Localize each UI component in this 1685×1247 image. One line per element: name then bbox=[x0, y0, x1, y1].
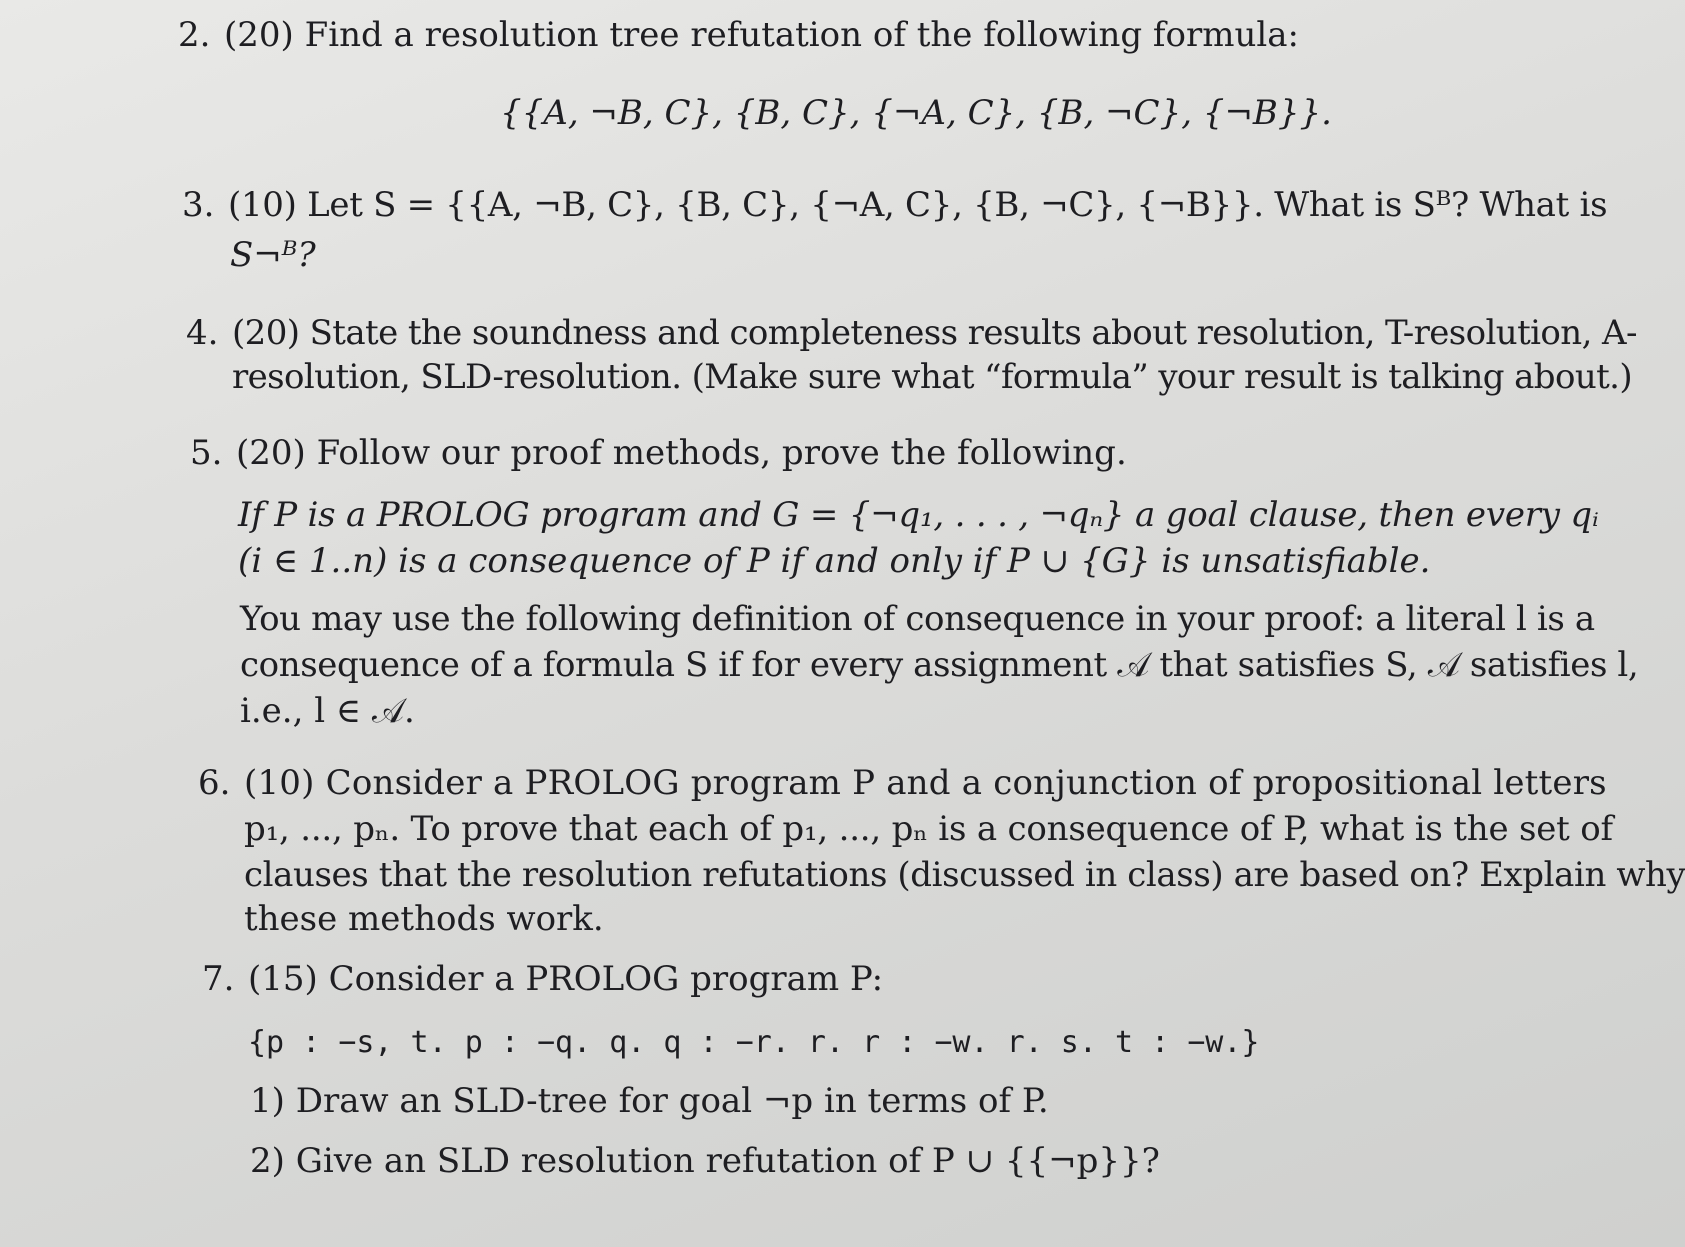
prolog-program: {p : −s, t. p : −q. q. q : −r. r. r : −w. r. s. t : −w.} bbox=[248, 1025, 1260, 1060]
theorem-statement-line: (i ∈ 1..n) is a consequence of P if and only if P ∪ {G} is unsatisfiable. bbox=[238, 541, 1431, 581]
problem-text-line: (10) Consider a PROLOG program P and a conjunction of propositional letters bbox=[244, 763, 1607, 803]
problem-number: 7. bbox=[202, 959, 235, 999]
formula: {{A, ¬B, C}, {B, C}, {¬A, C}, {B, ¬C}, {¬B}}. bbox=[500, 93, 1332, 133]
problem-text-line: (20) Find a resolution tree refutation of the following formula: bbox=[224, 15, 1299, 55]
subpart-2: 2) Give an SLD resolution refutation of P ∪ {{¬p}}? bbox=[250, 1141, 1160, 1181]
problem-text-line: (20) Follow our proof methods, prove the following. bbox=[236, 433, 1127, 473]
problem-text-line: (20) State the soundness and completeness results about resolution, T-resolution, A- bbox=[232, 313, 1637, 353]
theorem-statement-line: If P is a PROLOG program and G = {¬q₁, . . . , ¬qₙ} a goal clause, then every qᵢ bbox=[238, 495, 1599, 535]
subpart-1: 1) Draw an SLD-tree for goal ¬p in terms of P. bbox=[250, 1081, 1049, 1121]
problem-text-line: these methods work. bbox=[244, 899, 604, 939]
problem-number: 4. bbox=[186, 313, 219, 353]
problem-text-line: S¬ᴮ? bbox=[230, 235, 316, 275]
definition-line: You may use the following definition of consequence in your proof: a literal l is a bbox=[240, 599, 1595, 639]
problem-number: 2. bbox=[178, 15, 211, 55]
problem-number: 5. bbox=[190, 433, 223, 473]
problem-text-line: (15) Consider a PROLOG program P: bbox=[248, 959, 884, 999]
problem-text-line: (10) Let S = {{A, ¬B, C}, {B, C}, {¬A, C}, {B, ¬C}, {¬B}}. What is Sᴮ? What is bbox=[228, 185, 1608, 225]
problem-text-line: resolution, SLD-resolution. (Make sure what “formula” your result is talking about.) bbox=[232, 357, 1633, 397]
problem-text-line: p₁, ..., pₙ. To prove that each of p₁, ..., pₙ is a consequence of P, what is the set of bbox=[244, 809, 1613, 849]
problem-number: 3. bbox=[182, 185, 215, 225]
problem-text-line: clauses that the resolution refutations (discussed in class) are based on? Explain why bbox=[244, 855, 1685, 895]
definition-line: consequence of a formula S if for every assignment 𝒜 that satisfies S, 𝒜 satisfies l, bbox=[240, 645, 1639, 685]
definition-line: i.e., l ∈ 𝒜. bbox=[240, 691, 415, 731]
problem-number: 6. bbox=[198, 763, 231, 803]
